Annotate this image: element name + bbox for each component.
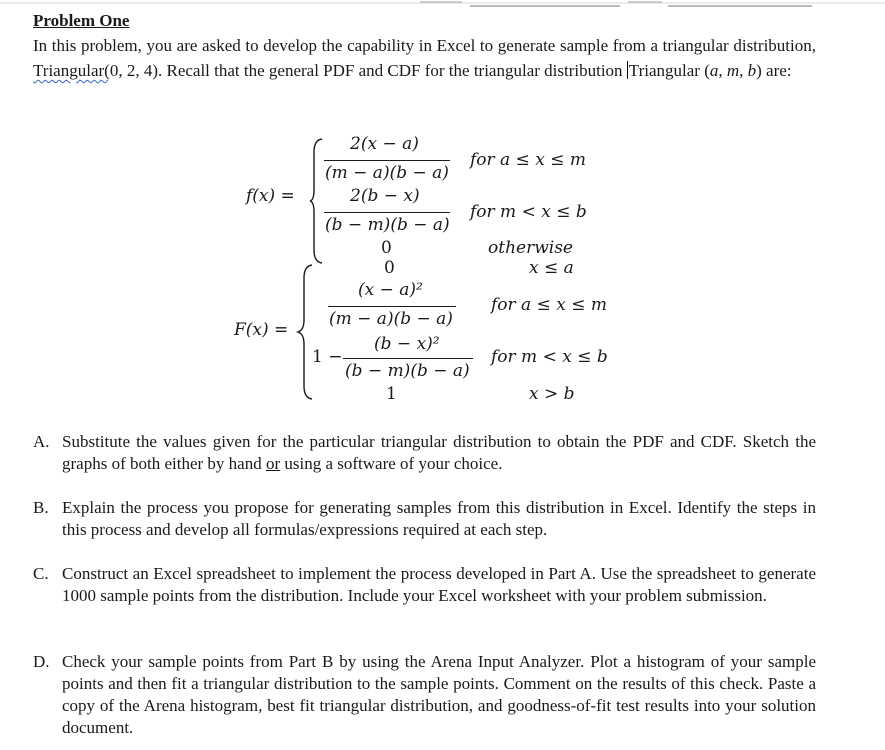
cdf-case2-condition: for a ≤ x ≤ m bbox=[491, 295, 608, 315]
pdf-case1-condition: for a ≤ x ≤ m bbox=[470, 150, 587, 170]
cdf-case3-numerator: (b − x)² bbox=[374, 334, 440, 354]
header-fields-cutoff bbox=[0, 0, 885, 12]
part-a-label: A. bbox=[33, 432, 50, 451]
pdf-lhs: f(x) = bbox=[246, 186, 295, 206]
cdf-case3-denominator: (b − m)(b − a) bbox=[345, 361, 470, 381]
cdf-case3-condition: for m < x ≤ b bbox=[491, 347, 608, 367]
spellcheck-underlined-word: Triangular( bbox=[33, 61, 110, 80]
cdf-case3-prefix: 1 − bbox=[312, 347, 343, 367]
pdf-case1-numerator: 2(x − a) bbox=[350, 134, 419, 154]
cdf-case4-condition: x > b bbox=[529, 384, 575, 404]
cdf-case2-fraction-bar bbox=[328, 306, 456, 307]
problem-intro: In this problem, you are asked to develop the capability in Excel to generate sample from a triangular distribution, Triangular(0, 2, 4). Recall that the general PDF and CDF for the triangular distribution Triangular (a, m, b) are: bbox=[33, 36, 816, 80]
text-cursor bbox=[627, 61, 628, 79]
part-c-text: Construct an Excel spreadsheet to implement the process developed in Part A. Use the spreadsheet to generate 1000 sample points from the distribution. Include your Excel worksheet with your problem submission. bbox=[62, 564, 816, 605]
part-c bbox=[33, 563, 816, 607]
cdf-case1-value: 0 bbox=[384, 258, 395, 278]
pdf-case3-condition: otherwise bbox=[488, 238, 573, 258]
pdf-case2-denominator: (b − m)(b − a) bbox=[325, 215, 450, 235]
pdf-case1-fraction-bar bbox=[324, 160, 450, 161]
part-a bbox=[33, 431, 816, 475]
part-c-label: C. bbox=[33, 564, 49, 583]
part-b-label: B. bbox=[33, 498, 49, 517]
pdf-case3-value: 0 bbox=[381, 238, 392, 258]
part-d-label: D. bbox=[33, 652, 50, 671]
part-b-text: Explain the process you propose for generating samples from this distribution in Excel. Identify the steps in this process and develop all formulas/expressions required at each step. bbox=[62, 498, 816, 539]
pdf-case1-denominator: (m − a)(b − a) bbox=[325, 163, 449, 183]
part-a-text: Substitute the values given for the particular triangular distribution to obtain the PDF and CDF. Sketch the graphs of both either by hand or using a software of your choice. bbox=[62, 432, 816, 473]
cdf-case2-denominator: (m − a)(b − a) bbox=[329, 309, 453, 329]
part-d bbox=[33, 651, 816, 739]
pdf-case2-fraction-bar bbox=[324, 212, 450, 213]
cdf-case3-fraction-bar bbox=[343, 358, 473, 359]
part-a-emphasis: or bbox=[265, 454, 281, 473]
problem-title: Problem One bbox=[33, 11, 130, 30]
pdf-case2-condition: for m < x ≤ b bbox=[470, 202, 587, 222]
cdf-case1-condition: x ≤ a bbox=[529, 258, 574, 278]
pdf-case2-numerator: 2(b − x) bbox=[350, 186, 420, 206]
cdf-brace bbox=[298, 264, 314, 400]
cdf-lhs: F(x) = bbox=[234, 320, 289, 340]
pdf-brace bbox=[310, 138, 324, 264]
cdf-case2-numerator: (x − a)² bbox=[358, 280, 423, 300]
cdf-case4-value: 1 bbox=[386, 384, 397, 404]
part-d-text: Check your sample points from Part B by using the Arena Input Analyzer. Plot a histogram of your sample points and then fit a triangular distribution to the sample points. Comment on the results of this check. Paste a copy of the Arena histogram, best fit triangular distribution, and goodness-of-fit test results into your solution document. bbox=[62, 652, 816, 737]
part-b bbox=[33, 497, 816, 541]
